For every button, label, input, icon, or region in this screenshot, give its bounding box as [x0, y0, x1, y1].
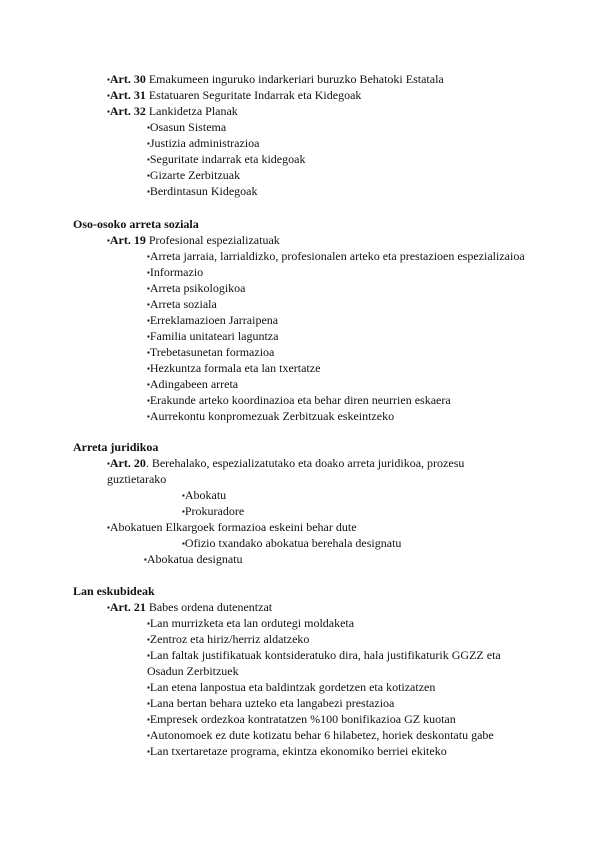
item-text: Arreta psikologikoa [149, 281, 246, 295]
list-item [107, 599, 272, 615]
list-item [147, 119, 226, 135]
bullet-icon: ▪ [147, 747, 150, 756]
bullet-icon: ▪ [147, 171, 150, 180]
item-text: Aurrekontu konpromezuak Zerbitzuak eskeintzeko [149, 409, 395, 423]
list-item [147, 663, 239, 679]
heading-text: Arreta juridikoa [73, 440, 159, 454]
article-number: Art. 19 [109, 233, 146, 247]
bullet-icon: ▪ [147, 268, 150, 277]
bullet-icon: ▪ [107, 523, 110, 532]
list-item [107, 455, 464, 471]
bullet-icon: ▪ [147, 683, 150, 692]
item-text: Lan etena lanpostua eta baldintzak gordetzen eta kotizatzen [149, 680, 436, 694]
item-text: Abokatuen Elkargoek formazioa eskeini behar dute [109, 520, 357, 534]
list-item [147, 376, 238, 392]
item-text: Autonomoek ez dute kotizatu behar 6 hilabetez, horiek deskontatu gabe [149, 728, 494, 742]
bullet-icon: ▪ [107, 107, 110, 116]
bullet-icon: ▪ [147, 300, 150, 309]
article-number: Art. 20 [109, 456, 146, 470]
heading-text: Lan eskubideak [73, 584, 155, 598]
list-item [147, 248, 525, 264]
list-item [147, 264, 203, 280]
item-text: Trebetasunetan formazioa [149, 345, 275, 359]
item-text: Justizia administrazioa [149, 136, 260, 150]
bullet-icon: ▪ [147, 139, 150, 148]
bullet-icon: ▪ [147, 731, 150, 740]
bullet-icon: ▪ [147, 332, 150, 341]
list-item [107, 71, 444, 87]
bullet-icon: ▪ [147, 155, 150, 164]
article-number: Art. 21 [109, 600, 146, 614]
item-text: Lan txertaretaze programa, ekintza ekonomiko berriei ekiteko [149, 744, 447, 758]
item-text: Adingabeen arreta [149, 377, 239, 391]
section-heading [73, 583, 155, 599]
bullet-icon: ▪ [182, 507, 185, 516]
bullet-icon: ▪ [147, 187, 150, 196]
item-text: Empresek ordezkoa kontratatzen %100 bonifikazioa GZ kuotan [149, 712, 456, 726]
list-item [147, 615, 354, 631]
item-text: Estatuaren Seguritate Indarrak eta Kidegoak [145, 88, 362, 102]
item-text: Lan faltak justifikatuak kontsideratuko dira, hala justifikaturik GGZZ eta [149, 648, 501, 662]
list-item [107, 519, 357, 535]
item-text: Informazio [149, 265, 204, 279]
item-text: Berdintasun Kidegoak [149, 184, 258, 198]
item-text: Lankidetza Planak [145, 104, 238, 118]
bullet-icon: ▪ [147, 635, 150, 644]
list-item [107, 87, 361, 103]
bullet-icon: ▪ [147, 396, 150, 405]
item-text: Abokatu [184, 488, 227, 502]
list-item [147, 344, 274, 360]
bullet-icon: ▪ [147, 699, 150, 708]
section-heading [73, 216, 199, 232]
list-item [107, 232, 280, 248]
item-text: Prokuradore [184, 504, 245, 518]
list-item [147, 280, 246, 296]
list-item [144, 551, 243, 567]
item-text: Erakunde arteko koordinazioa eta behar diren neurrien eskaera [149, 393, 451, 407]
item-text: Zentroz eta hiriz/herriz aldatzeko [149, 632, 310, 646]
heading-text: Oso-osoko arreta soziala [73, 217, 199, 231]
list-item [147, 167, 240, 183]
bullet-icon: ▪ [147, 252, 150, 261]
bullet-icon: ▪ [147, 380, 150, 389]
list-item [147, 392, 451, 408]
list-item [147, 360, 320, 376]
item-text: Babes ordena dutenentzat [145, 600, 273, 614]
list-item [147, 183, 258, 199]
list-item [182, 535, 401, 551]
list-item [147, 695, 394, 711]
list-item [147, 151, 305, 167]
item-text: guztietarako [107, 472, 167, 486]
bullet-icon: ▪ [107, 91, 110, 100]
list-item [107, 471, 166, 487]
bullet-icon: ▪ [147, 412, 150, 421]
article-number: Art. 31 [109, 88, 146, 102]
item-text: Lana bertan behara uzteko eta langabezi prestazioa [149, 696, 395, 710]
item-text: Seguritate indarrak eta kidegoak [149, 152, 306, 166]
list-item [147, 135, 259, 151]
list-item [147, 296, 217, 312]
item-text: Emakumeen inguruko indarkeriari buruzko Behatoki Estatala [145, 72, 444, 86]
item-text: Erreklamazioen Jarraipena [149, 313, 279, 327]
bullet-icon: ▪ [147, 348, 150, 357]
item-text: Familia unitateari laguntza [149, 329, 279, 343]
bullet-icon: ▪ [182, 491, 185, 500]
item-text: Osadun Zerbitzuek [147, 664, 239, 678]
list-item [147, 647, 501, 663]
bullet-icon: ▪ [107, 236, 110, 245]
bullet-icon: ▪ [147, 651, 150, 660]
list-item [147, 328, 278, 344]
article-number: Art. 32 [109, 104, 146, 118]
item-text: Lan murrizketa eta lan ordutegi moldaketa [149, 616, 355, 630]
list-item [182, 503, 244, 519]
item-text: Arreta jarraia, larrialdizko, profesionalen arteko eta prestazioen espezializaioa [149, 249, 525, 263]
bullet-icon: ▪ [107, 603, 110, 612]
list-item [147, 727, 494, 743]
list-item [147, 631, 309, 647]
list-item [147, 312, 278, 328]
item-text: . Berehalako, espezializatutako eta doako arreta juridikoa, prozesu [145, 456, 465, 470]
item-text: Osasun Sistema [149, 120, 227, 134]
bullet-icon: ▪ [147, 316, 150, 325]
bullet-icon: ▪ [147, 284, 150, 293]
section-heading [73, 439, 158, 455]
bullet-icon: ▪ [144, 555, 147, 564]
bullet-icon: ▪ [147, 715, 150, 724]
bullet-icon: ▪ [107, 75, 110, 84]
item-text: Arreta soziala [149, 297, 217, 311]
list-item [147, 743, 447, 759]
bullet-icon: ▪ [107, 459, 110, 468]
item-text: Gizarte Zerbitzuak [149, 168, 241, 182]
article-number: Art. 30 [109, 72, 146, 86]
bullet-icon: ▪ [147, 364, 150, 373]
item-text: Abokatua designatu [146, 552, 243, 566]
list-item [147, 711, 456, 727]
list-item [147, 679, 435, 695]
bullet-icon: ▪ [147, 619, 150, 628]
bullet-icon: ▪ [182, 539, 185, 548]
list-item [107, 103, 238, 119]
bullet-icon: ▪ [147, 123, 150, 132]
item-text: Profesional espezializatuak [145, 233, 280, 247]
item-text: Ofizio txandako abokatua berehala designatu [184, 536, 402, 550]
list-item [182, 487, 226, 503]
list-item [147, 408, 394, 424]
item-text: Hezkuntza formala eta lan txertatze [149, 361, 321, 375]
